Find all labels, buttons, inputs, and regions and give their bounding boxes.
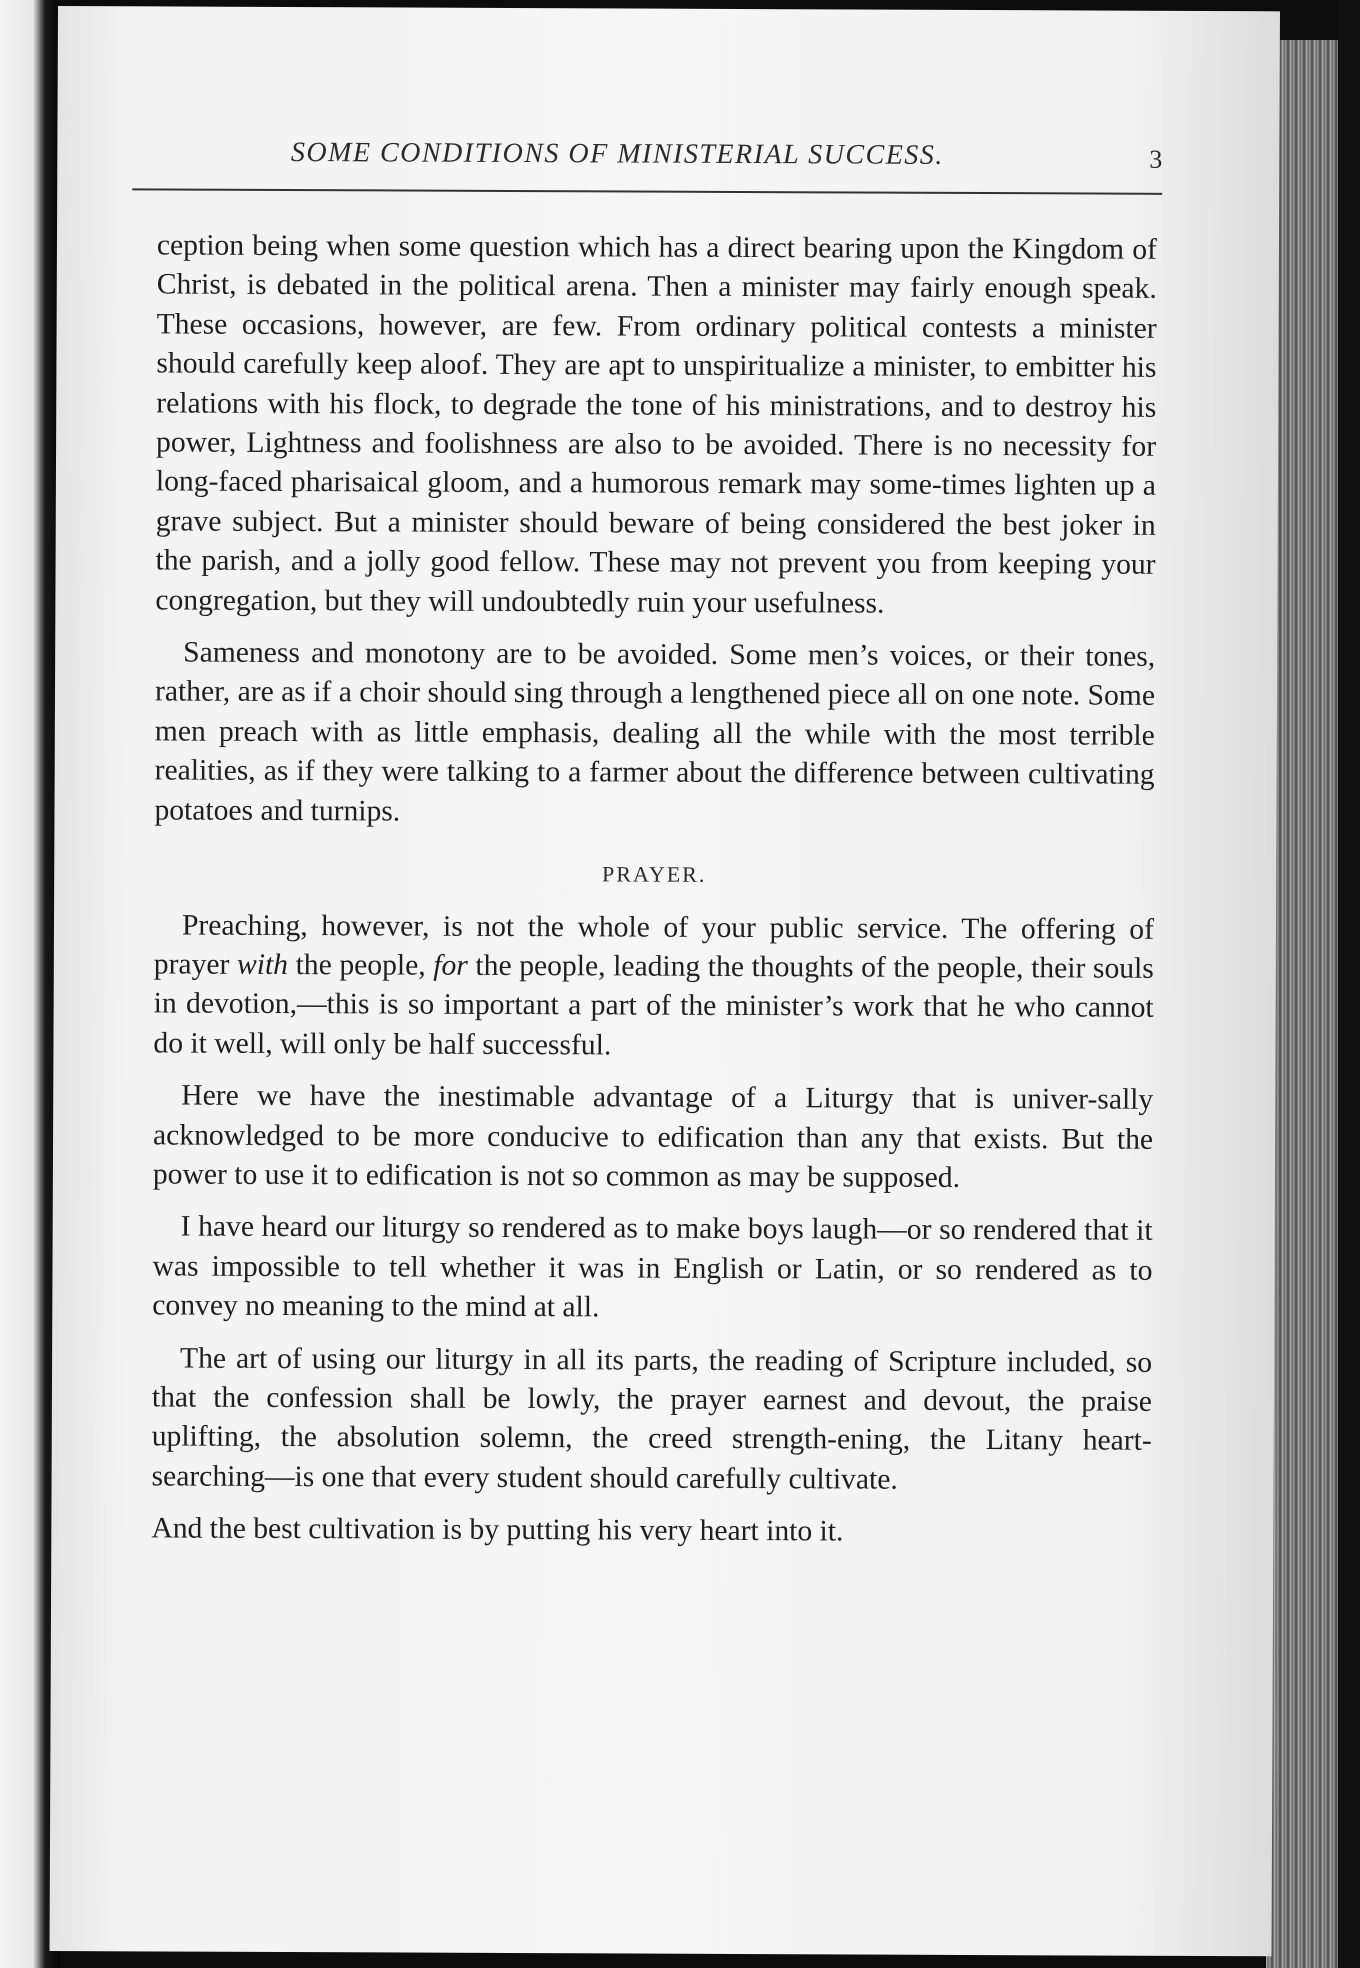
paragraph: Here we have the inestimable advantage of a Liturgy that is univer-sally acknowledged to be more conducive to edification than any that exists. But the power to use it to edification is not so common as may be supposed. <box>152 1079 1154 1194</box>
paragraph: I have heard our liturgy so rendered as to make boys laugh—or so rendered that it was impossible to tell whether it was in English or Latin, or so rendered as to convey no meaning to the mind at all. <box>152 1210 1153 1324</box>
page-number: 3 <box>1149 144 1163 174</box>
paragraph: ception being when some question which has a direct bearing upon the Kingdom of Christ, is debated in the political arena. Then a minister may fairly enough speak. These occasions, however, are few. From ordinary political contests a minister should carefully keep aloof. They are apt to unspiritualize a minister, to embitter his relations with his flock, to degrade the tone of his ministrations, and to destroy his power, Lightness and foolishness are also to be avoided. There is no necessity for long-faced pharisaical gloom, and a humorous remark may some-times lighten up a grave subject. But a minister should beware of being considered the best joker in the parish, and a jolly good fellow. These may not prevent you from keeping your congregation, but they will undoubtedly ruin your usefulness. <box>155 229 1158 620</box>
text-run: Preaching, however, is not the whole of your public service. The offering of prayer <box>153 909 1155 981</box>
closing-line: And the best cultivation is by putting his very heart into it. <box>151 1512 844 1548</box>
book-shadow <box>1338 0 1360 1968</box>
header-rule <box>132 188 1162 194</box>
section-heading: PRAYER. <box>602 861 707 887</box>
text-run: the people, leading the thoughts of the people, their souls in devotion,—this is so important a part of the minister’s work that he who cannot do it well, will only be half successful. <box>153 949 1154 1062</box>
emphasis-for: for <box>433 949 468 982</box>
page-body <box>151 226 1157 1566</box>
paragraph: The art of using our liturgy in all its parts, the reading of Scripture included, so that the confession shall be lowly, the prayer earnest and devout, the praise uplifting, the absolution solemn, the creed strength-ening, the Litany heart-searching—is one that every student should carefully cultivate. <box>151 1342 1153 1496</box>
emphasis-with: with <box>236 948 289 981</box>
paragraph: Sameness and monotony are to be avoided. Some men’s voices, or their tones, rather, are as if a choir should sing through a lengthened piece all on one note. Some men preach with as little emphasis, dealing all the while with the most terrible realities, as if they were talking to a farmer about the difference between cultivating potatoes and turnips. <box>154 636 1156 828</box>
running-title: SOME CONDITIONS OF MINISTERIAL SUCCESS. <box>290 137 944 171</box>
text-run: the people, <box>287 948 434 982</box>
paragraph-prayer <box>153 906 1154 1068</box>
page-header <box>132 136 1162 200</box>
book-page <box>50 6 1280 1956</box>
